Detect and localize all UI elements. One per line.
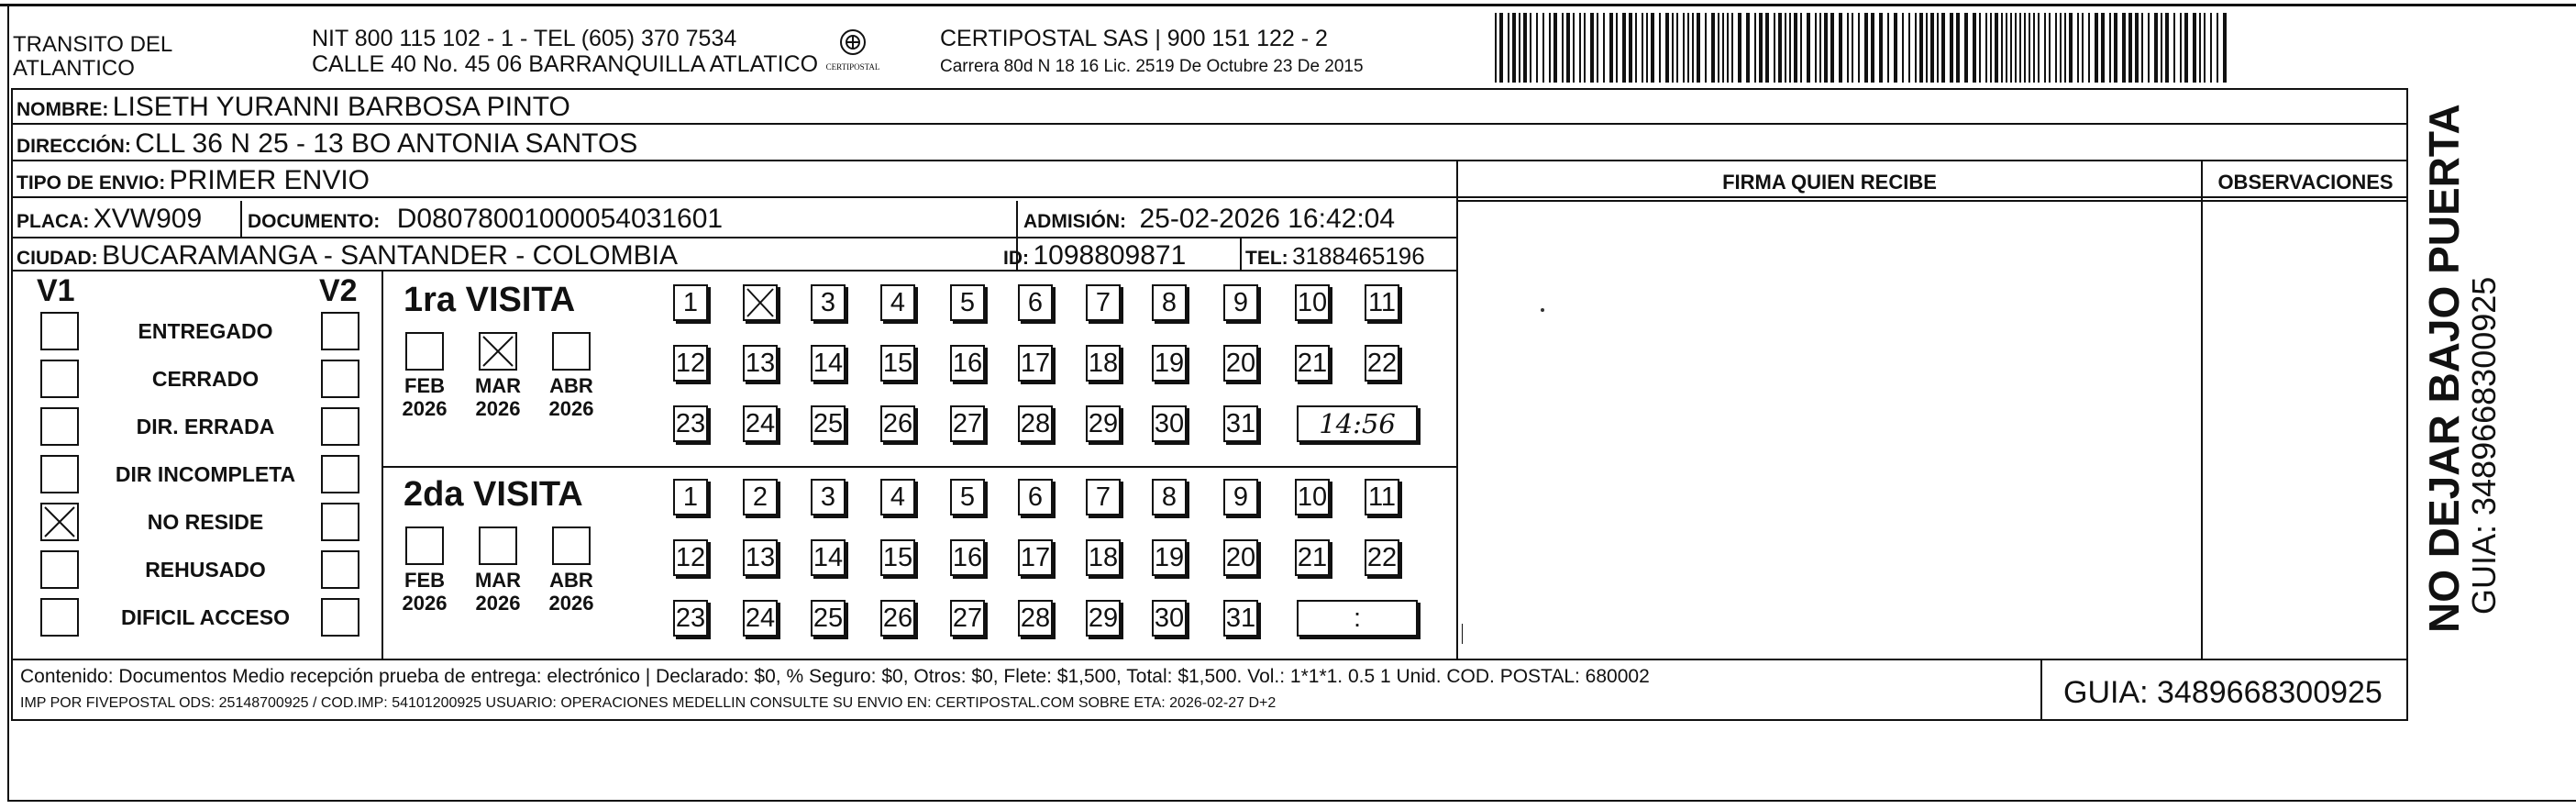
day-box[interactable]: 2 — [743, 479, 778, 515]
day-box[interactable] — [743, 284, 778, 321]
day-box[interactable]: 7 — [1086, 479, 1121, 515]
v1-checkbox[interactable] — [40, 550, 79, 589]
month-label: FEB 2026 — [402, 374, 448, 420]
day-box[interactable]: 16 — [950, 345, 985, 382]
signature-mark — [1541, 308, 1544, 312]
month-checkbox[interactable] — [552, 526, 591, 565]
day-box[interactable]: 6 — [1018, 284, 1053, 321]
month-label: FEB 2026 — [402, 569, 448, 615]
day-box[interactable]: 23 — [673, 405, 708, 442]
issuer-contact: NIT 800 115 102 - 1 - TEL (605) 370 7534 CALLE 40 No. 45 06 BARRANQUILLA ATLATICO — [312, 26, 819, 77]
v2-checkbox[interactable] — [321, 503, 359, 541]
day-box[interactable]: 9 — [1223, 284, 1258, 321]
day-box[interactable]: 26 — [880, 405, 915, 442]
day-box[interactable]: 27 — [950, 600, 985, 637]
document-number: D08078001000054031601 — [396, 204, 724, 234]
day-box[interactable]: 16 — [950, 539, 985, 576]
tipo-row: TIPO DE ENVIO: PRIMER ENVIO — [17, 165, 370, 195]
direccion-row: DIRECCIÓN: CLL 36 N 25 - 13 BO ANTONIA SANTOS — [17, 128, 638, 159]
day-box[interactable]: 30 — [1152, 405, 1187, 442]
first-visit-time[interactable]: 14:56 — [1297, 405, 1418, 442]
x-mark-icon — [745, 286, 776, 319]
issuer-name: TRANSITO DEL ATLANTICO — [13, 32, 173, 81]
day-box[interactable]: 25 — [811, 600, 846, 637]
month-checkbox[interactable] — [479, 526, 517, 565]
day-box[interactable]: 17 — [1018, 539, 1053, 576]
day-box[interactable]: 19 — [1152, 345, 1187, 382]
v2-checkbox[interactable] — [321, 550, 359, 589]
day-box[interactable]: 1 — [673, 284, 708, 321]
top-edge — [0, 4, 2576, 6]
month-checkbox[interactable] — [552, 332, 591, 371]
day-box[interactable]: 3 — [811, 284, 846, 321]
day-box[interactable]: 10 — [1295, 479, 1330, 515]
day-box[interactable]: 22 — [1365, 539, 1399, 576]
barcode — [1495, 13, 2228, 84]
day-box[interactable]: 15 — [880, 345, 915, 382]
day-box[interactable]: 26 — [880, 600, 915, 637]
day-box[interactable]: 8 — [1152, 479, 1187, 515]
certipostal-logo: CERTIPOSTAL — [821, 26, 885, 77]
phone-number: 3188465196 — [1292, 242, 1425, 270]
day-box[interactable]: 4 — [880, 284, 915, 321]
status-option-label: ENTREGADO — [138, 319, 273, 343]
v2-checkbox[interactable] — [321, 360, 359, 398]
v2-checkbox[interactable] — [321, 312, 359, 350]
month-label: ABR 2026 — [548, 374, 594, 420]
day-box[interactable]: 5 — [950, 479, 985, 515]
footer-guia: GUIA: 3489668300925 — [2063, 675, 2383, 710]
v2-header: V2 — [319, 273, 358, 308]
v1-checkbox[interactable] — [40, 455, 79, 493]
day-box[interactable]: 3 — [811, 479, 846, 515]
second-visit-title: 2da VISITA — [404, 475, 583, 514]
day-box[interactable]: 9 — [1223, 479, 1258, 515]
placa-field: PLACA: XVW909 — [17, 204, 203, 234]
license-line: Carrera 80d N 18 16 Lic. 2519 De Octubre 23 De 2015 — [940, 57, 1364, 76]
day-box[interactable]: 20 — [1223, 539, 1258, 576]
month-label: MAR 2026 — [474, 374, 522, 420]
day-box[interactable]: 21 — [1295, 539, 1330, 576]
admision-field: ADMISIÓN: 25-02-2026 16:42:04 — [1023, 204, 1396, 234]
day-box[interactable]: 19 — [1152, 539, 1187, 576]
day-box[interactable]: 29 — [1086, 600, 1121, 637]
x-mark-icon — [481, 334, 515, 369]
day-box[interactable]: 11 — [1365, 479, 1399, 515]
day-box[interactable]: 31 — [1223, 600, 1258, 637]
status-option-label: DIFICIL ACCESO — [120, 605, 290, 629]
observaciones-header: OBSERVACIONES — [2217, 171, 2394, 194]
admission-datetime: 25-02-2026 16:42:04 — [1139, 204, 1396, 234]
day-box[interactable]: 13 — [743, 345, 778, 382]
v1-checkbox[interactable] — [40, 503, 79, 541]
day-box[interactable]: 6 — [1018, 479, 1053, 515]
month-checkbox[interactable] — [405, 526, 444, 565]
day-box[interactable]: 31 — [1223, 405, 1258, 442]
documento-field: DOCUMENTO: D08078001000054031601 — [248, 204, 724, 234]
day-box[interactable]: 24 — [743, 600, 778, 637]
day-box[interactable]: 13 — [743, 539, 778, 576]
status-option-label: DIR INCOMPLETA — [115, 462, 296, 486]
left-edge — [7, 4, 9, 802]
side-warning: NO DEJAR BAJO PUERTA GUIA: 3489668300925 — [2420, 104, 2503, 633]
day-box[interactable]: 10 — [1295, 284, 1330, 321]
day-box[interactable]: 5 — [950, 284, 985, 321]
shipment-type: PRIMER ENVIO — [169, 165, 370, 195]
v1-checkbox[interactable] — [40, 312, 79, 350]
month-checkbox[interactable] — [405, 332, 444, 371]
bottom-edge — [7, 800, 2576, 802]
status-option-label: DIR. ERRADA — [136, 415, 275, 438]
day-box[interactable]: 7 — [1086, 284, 1121, 321]
month-checkbox[interactable] — [479, 332, 517, 371]
v2-checkbox[interactable] — [321, 598, 359, 637]
nombre-row: NOMBRE: LISETH YURANNI BARBOSA PINTO — [17, 92, 570, 122]
x-mark-icon — [42, 504, 77, 539]
id-field: ID: 1098809871 — [1003, 240, 1187, 271]
month-label: MAR 2026 — [474, 569, 522, 615]
recipient-address: CLL 36 N 25 - 13 BO ANTONIA SANTOS — [135, 128, 638, 159]
v2-checkbox[interactable] — [321, 455, 359, 493]
day-box[interactable]: 1 — [673, 479, 708, 515]
day-box[interactable]: 17 — [1018, 345, 1053, 382]
day-box[interactable]: 12 — [673, 539, 708, 576]
v2-checkbox[interactable] — [321, 407, 359, 446]
day-box[interactable]: 20 — [1223, 345, 1258, 382]
tel-field: TEL: 3188465196 — [1245, 242, 1425, 270]
day-box[interactable]: 21 — [1295, 345, 1330, 382]
day-box[interactable]: 11 — [1365, 284, 1399, 321]
day-box[interactable]: 28 — [1018, 405, 1053, 442]
day-box[interactable]: 29 — [1086, 405, 1121, 442]
day-box[interactable]: 18 — [1086, 345, 1121, 382]
day-box[interactable]: 15 — [880, 539, 915, 576]
day-box[interactable]: 25 — [811, 405, 846, 442]
day-box[interactable]: 14 — [811, 345, 846, 382]
imp-line: IMP POR FIVEPOSTAL ODS: 25148700925 / COD.IMP: 54101200925 USUARIO: OPERACIONES MEDELLIN CONSULTE SU ENVIO EN: CERTIPOSTAL.COM SOBRE ETA: 2026-02-27 D+2 — [20, 695, 1277, 711]
v1-checkbox[interactable] — [40, 360, 79, 398]
day-box[interactable]: 22 — [1365, 345, 1399, 382]
status-option-label: REHUSADO — [145, 558, 266, 582]
plate-number: XVW909 — [93, 204, 203, 234]
city: BUCARAMANGA - SANTANDER - COLOMBIA — [102, 240, 678, 271]
day-box[interactable]: 12 — [673, 345, 708, 382]
id-number: 1098809871 — [1033, 240, 1187, 271]
v1-header: V1 — [37, 273, 75, 308]
day-box[interactable]: 24 — [743, 405, 778, 442]
day-box[interactable]: 28 — [1018, 600, 1053, 637]
recipient-name: LISETH YURANNI BARBOSA PINTO — [112, 92, 570, 122]
v1-checkbox[interactable] — [40, 407, 79, 446]
first-visit-title: 1ra VISITA — [404, 281, 576, 319]
day-box[interactable]: 4 — [880, 479, 915, 515]
day-box[interactable]: 8 — [1152, 284, 1187, 321]
day-box[interactable]: 23 — [673, 600, 708, 637]
ciudad-field: CIUDAD: BUCARAMANGA - SANTANDER - COLOMBIA — [17, 240, 678, 271]
day-box[interactable]: 14 — [811, 539, 846, 576]
contenido-line: Contenido: Documentos Medio recepción prueba de entrega: electrónico | Declarado: $0, % Seguro: $0, Otros: $0, Flete: $1,500, Total: $1,500. Vol.: 1*1*1. 0.5 1 Unid. COD. POSTAL: 680002 — [20, 666, 1650, 687]
day-box[interactable]: 18 — [1086, 539, 1121, 576]
company-line: CERTIPOSTAL SAS | 900 151 122 - 2 — [940, 26, 1328, 51]
month-label: ABR 2026 — [548, 569, 594, 615]
v1-checkbox[interactable] — [40, 598, 79, 637]
status-option-label: CERRADO — [151, 367, 260, 391]
firma-header: FIRMA QUIEN RECIBE — [1722, 171, 1937, 194]
status-option-label: NO RESIDE — [147, 510, 264, 534]
day-box[interactable]: 27 — [950, 405, 985, 442]
second-visit-time[interactable]: : — [1297, 600, 1418, 637]
day-box[interactable]: 30 — [1152, 600, 1187, 637]
